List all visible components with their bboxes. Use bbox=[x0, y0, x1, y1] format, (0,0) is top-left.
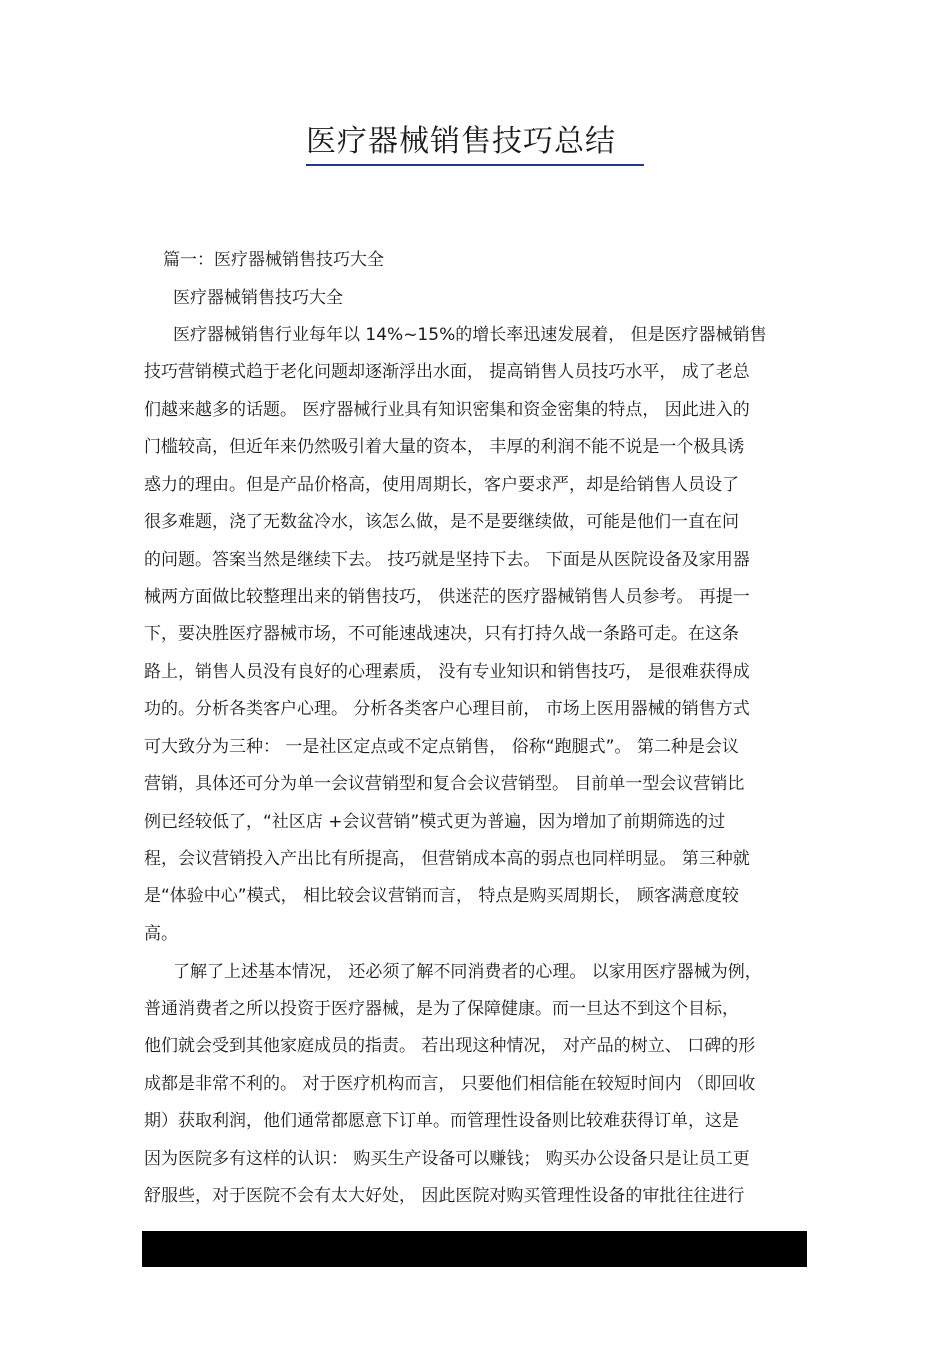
paragraph-line: 医疗器械销售行业每年以 14%~15%的增长率迅速发展着， 但是医疗器械销售 bbox=[173, 325, 767, 345]
subheading: 医疗器械销售技巧大全 bbox=[173, 288, 343, 308]
paragraph-line: 功的。分析各类客户心理。 分析各类客户心理目前， 市场上医用器械的销售方式 bbox=[144, 699, 750, 719]
paragraph-line: 营销，具体还可分为单一会议营销型和复合会议营销型。 目前单一型会议营销比 bbox=[144, 774, 745, 794]
paragraph-line: 门槛较高，但近年来仍然吸引着大量的资本， 丰厚的利润不能不说是一个极具诱 bbox=[144, 437, 745, 457]
document-title bbox=[0, 122, 950, 166]
paragraph-line: 舒服些，对于医院不会有太大好处， 因此医院对购买管理性设备的审批往往进行 bbox=[144, 1186, 745, 1206]
paragraph-line: 成都是非常不利的。 对于医疗机构而言， 只要他们相信能在较短时间内 （即回收 bbox=[144, 1074, 756, 1094]
paragraph-line: 例已经较低了，“社区店 +会议营销”模式更为普遍，因为增加了前期筛选的过 bbox=[144, 812, 726, 832]
paragraph-line: 期）获取利润，他们通常都愿意下订单。而管理性设备则比较难获得订单，这是 bbox=[144, 1111, 739, 1131]
paragraph-line: 很多难题，浇了无数盆冷水，该怎么做，是不是要继续做，可能是他们一直在问 bbox=[144, 512, 739, 532]
paragraph-line: 们越来越多的话题。 医疗器械行业具有知识密集和资金密集的特点， 因此进入的 bbox=[144, 400, 750, 420]
paragraph-line: 惑力的理由。但是产品价格高，使用周期长，客户要求严，却是给销售人员设了 bbox=[144, 475, 739, 495]
paragraph-line: 路上，销售人员没有良好的心理素质， 没有专业知识和销售技巧， 是很难获得成 bbox=[144, 662, 750, 682]
paragraph-line: 械两方面做比较整理出来的销售技巧， 供迷茫的医疗器械销售人员参考。 再提一 bbox=[144, 587, 750, 607]
paragraph-line: 普通消费者之所以投资于医疗器械，是为了保障健康。而一旦达不到这个目标， bbox=[144, 999, 739, 1019]
paragraph-line: 程，会议营销投入产出比有所提高， 但营销成本高的弱点也同样明显。 第三种就 bbox=[144, 849, 750, 869]
paragraph-line: 是“体验中心”模式， 相比较会议营销而言， 特点是购买周期长， 顾客满意度较 bbox=[144, 886, 739, 906]
paragraph-line: 他们就会受到其他家庭成员的指责。 若出现这种情况， 对产品的树立、 口碑的形 bbox=[144, 1036, 756, 1056]
paragraph-line: 因为医院多有这样的认识： 购买生产设备可以赚钱； 购买办公设备只是让员工更 bbox=[144, 1149, 750, 1169]
redaction-bar bbox=[142, 1231, 807, 1267]
paragraph-line: 技巧营销模式趋于老化问题却逐渐浮出水面， 提高销售人员技巧水平， 成了老总 bbox=[144, 362, 750, 382]
document-title-text: 医疗器械销售技巧总结 bbox=[306, 122, 644, 166]
paragraph-line: 的问题。答案当然是继续下去。 技巧就是坚持下去。 下面是从医院设备及家用器 bbox=[144, 550, 750, 570]
paragraph-line: 可大致分为三种： 一是社区定点或不定点销售， 俗称“跑腿式”。 第二种是会议 bbox=[144, 737, 739, 757]
paragraph-line: 了解了上述基本情况， 还必须了解不同消费者的心理。 以家用医疗器械为例， bbox=[173, 962, 762, 982]
paragraph-line: 下，要决胜医疗器械市场，不可能速战速决，只有打持久战一条路可走。在这条 bbox=[144, 624, 739, 644]
paragraph-line: 高。 bbox=[144, 924, 178, 944]
section-heading: 篇一：医疗器械销售技巧大全 bbox=[163, 250, 384, 270]
